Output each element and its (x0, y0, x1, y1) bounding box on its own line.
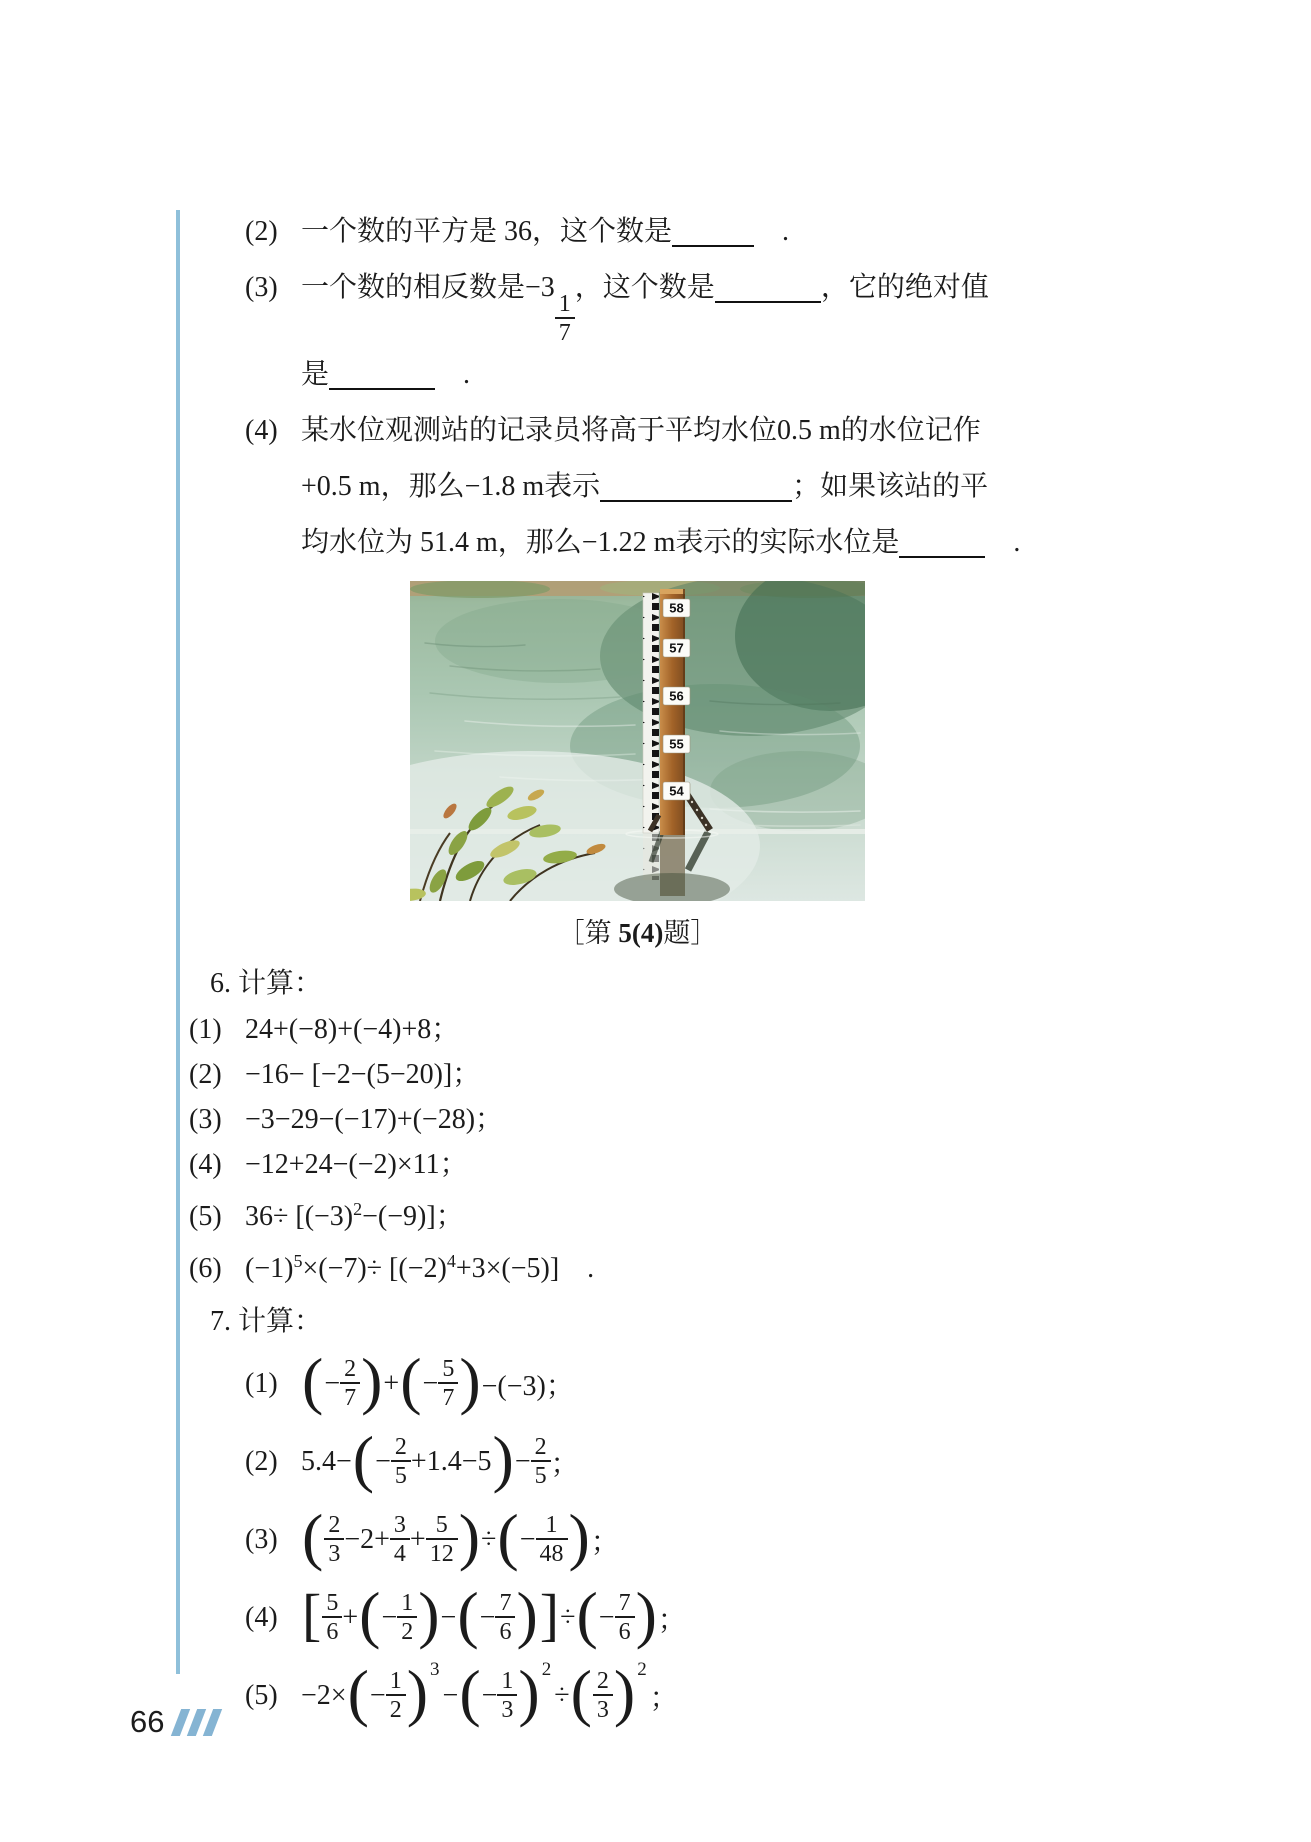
fraction (340, 1356, 360, 1412)
exponent: 2 (353, 1198, 363, 1219)
text-segment: 题］ (663, 917, 718, 948)
gauge-label: 56 (669, 688, 684, 704)
problem-line (301, 459, 1110, 515)
q7-heading: 7. 计算： (210, 1305, 323, 1337)
problem-line (301, 515, 1110, 571)
text-segment: ，这个数是 (574, 272, 715, 303)
item-label: (1) (189, 1013, 222, 1045)
text-segment: − (514, 1445, 531, 1477)
fraction (531, 1434, 551, 1490)
text-segment: 是 (301, 358, 330, 390)
fraction-denominator: 12 (426, 1538, 458, 1567)
text-segment: − (381, 1601, 398, 1633)
text-segment: (−1) (245, 1252, 294, 1284)
fraction-numerator: 1 (501, 1667, 514, 1694)
fraction-numerator: 5 (435, 1511, 448, 1538)
text-segment: . (754, 216, 790, 247)
item-label: (4) (189, 1148, 222, 1180)
slash-mark (203, 1709, 222, 1736)
fraction (593, 1668, 613, 1724)
text-segment: ×(−7)÷ [(−2) (302, 1252, 447, 1284)
problem-line (189, 1142, 1110, 1187)
text-segment: −2+ (344, 1523, 390, 1555)
problem-item (245, 1657, 1110, 1735)
problem-line (245, 403, 1110, 459)
fraction-numerator: 5 (442, 1355, 455, 1382)
fraction (426, 1512, 458, 1568)
text-segment: +3×(−5)] . (455, 1252, 595, 1284)
fraction (497, 1668, 517, 1724)
text-segment: + (342, 1601, 359, 1633)
item-label: (3) (245, 1523, 278, 1555)
text-segment: ； (657, 1604, 686, 1636)
text-segment: −2× (301, 1679, 347, 1711)
answer-blank (899, 524, 985, 558)
content-column (189, 204, 1110, 1735)
problem-line: (5) −2× ( − $\frac{1}{2}$ ) 3 − ( − $\frac{1}{3}$ ) 2 ÷ ( $\frac{2}{3}$ ) 2 ； (245, 1656, 678, 1728)
gauge-scale (643, 593, 659, 833)
text-segment: . (985, 526, 1021, 558)
problem-line (189, 1007, 1110, 1052)
page-decoration-slashes-icon (176, 1709, 224, 1736)
problem-item (189, 1187, 1110, 1239)
problem-item (189, 1007, 1110, 1052)
page-footer (130, 1704, 224, 1740)
answer-blank (672, 213, 754, 247)
exponent: 2 (637, 1658, 647, 1680)
text-segment: 一个数的平方是 36，这个数是 (301, 216, 673, 247)
q6-items (189, 1007, 1110, 1291)
fraction-denominator: 6 (495, 1616, 515, 1645)
photo-caption (410, 913, 865, 953)
fraction-denominator: 7 (555, 317, 575, 346)
fraction (555, 291, 575, 347)
text-segment: + (383, 1367, 400, 1399)
text-segment: 5.4− (301, 1445, 352, 1477)
exponent: 3 (430, 1658, 440, 1680)
item-label: (5) (189, 1200, 222, 1232)
problem-item (245, 204, 1110, 260)
water-gauge-photo-art (410, 581, 865, 901)
page-number: 66 (130, 1704, 165, 1739)
problem-item (245, 260, 1110, 403)
fraction-numerator: 7 (499, 1589, 512, 1616)
text-segment: 24+(−8)+(−4)+8； (245, 1013, 460, 1045)
fraction-numerator: 1 (558, 291, 571, 317)
answer-blank (329, 356, 435, 390)
problem-item (189, 1239, 1110, 1291)
exponent: 2 (541, 1658, 552, 1680)
fraction-denominator: 5 (531, 1460, 551, 1489)
gauge-label: 55 (669, 736, 684, 752)
item-label: (2) (245, 216, 278, 247)
item-label: (4) (245, 414, 278, 446)
text-segment: ÷ (560, 1601, 576, 1633)
fraction-numerator: 2 (344, 1355, 357, 1382)
text-segment: −16− [−2−(5−20)]； (245, 1058, 481, 1090)
fraction-numerator: 2 (394, 1433, 407, 1460)
problem-line (189, 1097, 1110, 1142)
text-segment: − (369, 1679, 386, 1711)
fraction-denominator: 48 (536, 1538, 568, 1567)
fraction (324, 1512, 344, 1568)
answer-blank (715, 269, 821, 303)
exponent: 5 (293, 1250, 303, 1271)
text-segment: +1.4−5 (410, 1445, 492, 1477)
fraction-denominator: 3 (497, 1694, 517, 1723)
item-label: (5) (245, 1679, 278, 1711)
problem-line: (3) ( $\frac{2}{3}$ −2+ $\frac{3}{4}$ + $\frac{5}{12}$ ) ÷ ( − $\frac{1}{48}$ ) ； (245, 1500, 619, 1572)
fraction (536, 1512, 568, 1568)
bold-text: 5(4) (618, 917, 664, 948)
fraction-numerator: 2 (534, 1433, 547, 1460)
text-segment: 36÷ [(−3) (245, 1200, 354, 1232)
problem-line (189, 1052, 1110, 1097)
text-segment: ÷ (481, 1523, 497, 1555)
gauge-label: 58 (669, 600, 684, 616)
text-segment: − (479, 1601, 496, 1633)
text-segment: +0.5 m，那么−1.8 m表示 (301, 470, 601, 502)
text-segment: −(−3)； (481, 1370, 574, 1402)
fraction-numerator: 5 (326, 1589, 339, 1616)
problem-line: (4) [ $\frac{5}{6}$ + ( − $\frac{1}{2}$ ) − ( − $\frac{7}{6}$ ) ] ÷ ( − $\frac{7}{6}$ ) ； (245, 1578, 686, 1650)
fraction-numerator: 1 (545, 1511, 558, 1538)
text-segment: −12+24−(−2)×11； (245, 1148, 468, 1180)
q5-fill-in-items (210, 204, 1110, 571)
text-segment: 某水位观测站的记录员将高于平均水位0.5 m的水位记作 (301, 414, 981, 446)
item-label: (2) (245, 1445, 278, 1477)
text-segment: + (409, 1523, 426, 1555)
text-segment: − (375, 1445, 391, 1477)
text-segment: 一个数的相反数是−3 (301, 272, 555, 303)
fraction-denominator: 2 (397, 1616, 417, 1645)
text-segment: −3−29−(−17)+(−28)； (245, 1103, 504, 1135)
gauge-label: 54 (669, 783, 684, 799)
text-segment: − (422, 1367, 439, 1399)
fraction-denominator: 7 (438, 1382, 458, 1411)
text-segment: ，它的绝对值 (820, 272, 989, 303)
problem-item (245, 1579, 1110, 1657)
water-gauge-photo (410, 581, 865, 901)
text-segment: − (598, 1601, 615, 1633)
item-label: (2) (189, 1058, 222, 1090)
fraction (397, 1590, 417, 1646)
item-label: (4) (245, 1601, 278, 1633)
fraction (495, 1590, 515, 1646)
problem-item (245, 1501, 1110, 1579)
text-segment: − (481, 1679, 498, 1711)
item-label: (3) (189, 1103, 222, 1135)
answer-blank (600, 468, 792, 502)
fraction-denominator: 6 (322, 1616, 342, 1645)
fraction-numerator: 2 (596, 1667, 609, 1694)
fraction-denominator: 6 (615, 1616, 635, 1645)
fraction-denominator: 7 (340, 1382, 360, 1411)
exponent: 4 (446, 1250, 456, 1271)
fraction-numerator: 1 (401, 1589, 414, 1616)
problem-item (245, 1345, 1110, 1423)
fraction (391, 1434, 411, 1490)
text-segment: − (442, 1679, 459, 1711)
fraction (438, 1356, 458, 1412)
fraction-denominator: 3 (324, 1538, 344, 1567)
problem-item (245, 403, 1110, 571)
text-segment: ÷ (554, 1679, 570, 1711)
fraction-denominator: 5 (391, 1460, 411, 1489)
text-segment: − (440, 1601, 457, 1633)
q7-items (210, 1345, 1110, 1735)
text-segment: ； (649, 1682, 678, 1714)
text-segment: −(−9)]； (362, 1200, 464, 1232)
text-segment: − (519, 1523, 536, 1555)
text-segment: − (324, 1367, 341, 1399)
left-accent-rule (176, 210, 180, 1674)
fraction (322, 1590, 342, 1646)
problem-item (189, 1097, 1110, 1142)
problem-item (245, 1423, 1110, 1501)
problem-item (189, 1052, 1110, 1097)
text-segment: 均水位为 51.4 m，那么−1.22 m表示的实际水位是 (301, 526, 900, 558)
problem-line (245, 260, 1110, 347)
fraction-numerator: 2 (328, 1511, 341, 1538)
fraction-numerator: 7 (618, 1589, 631, 1616)
fraction-denominator: 3 (593, 1694, 613, 1723)
problem-line (301, 347, 1110, 403)
fraction (386, 1668, 406, 1724)
fraction-denominator: 2 (386, 1694, 406, 1723)
text-segment: ； (590, 1526, 619, 1558)
item-label: (1) (245, 1367, 278, 1399)
fraction-denominator: 4 (390, 1538, 410, 1567)
text-segment: ；如果该站的平 (792, 470, 989, 502)
fraction-numerator: 3 (393, 1511, 406, 1538)
problem-line: (1) ( − $\frac{2}{7}$ ) + ( − $\frac{5}{7}$ ) −(−3)； (245, 1344, 574, 1416)
fraction-numerator: 1 (389, 1667, 402, 1694)
fraction (390, 1512, 410, 1568)
problem-line (245, 204, 1110, 260)
text-segment: ； (550, 1448, 579, 1480)
item-label: (3) (245, 272, 278, 303)
problem-line: (2) 5.4− ( − $\frac{2}{5}$ +1.4−5 ) − $\frac{2}{5}$ ； (245, 1422, 579, 1494)
text-segment: . (435, 358, 471, 390)
problem-item (189, 1142, 1110, 1187)
problem-line (189, 1187, 1110, 1239)
item-label: (6) (189, 1252, 222, 1284)
problem-line (189, 1239, 1110, 1291)
fraction (615, 1590, 635, 1646)
gauge-label: 57 (669, 640, 684, 656)
q6-heading: 6. 计算： (210, 967, 323, 999)
text-segment: ［第 (557, 917, 619, 948)
